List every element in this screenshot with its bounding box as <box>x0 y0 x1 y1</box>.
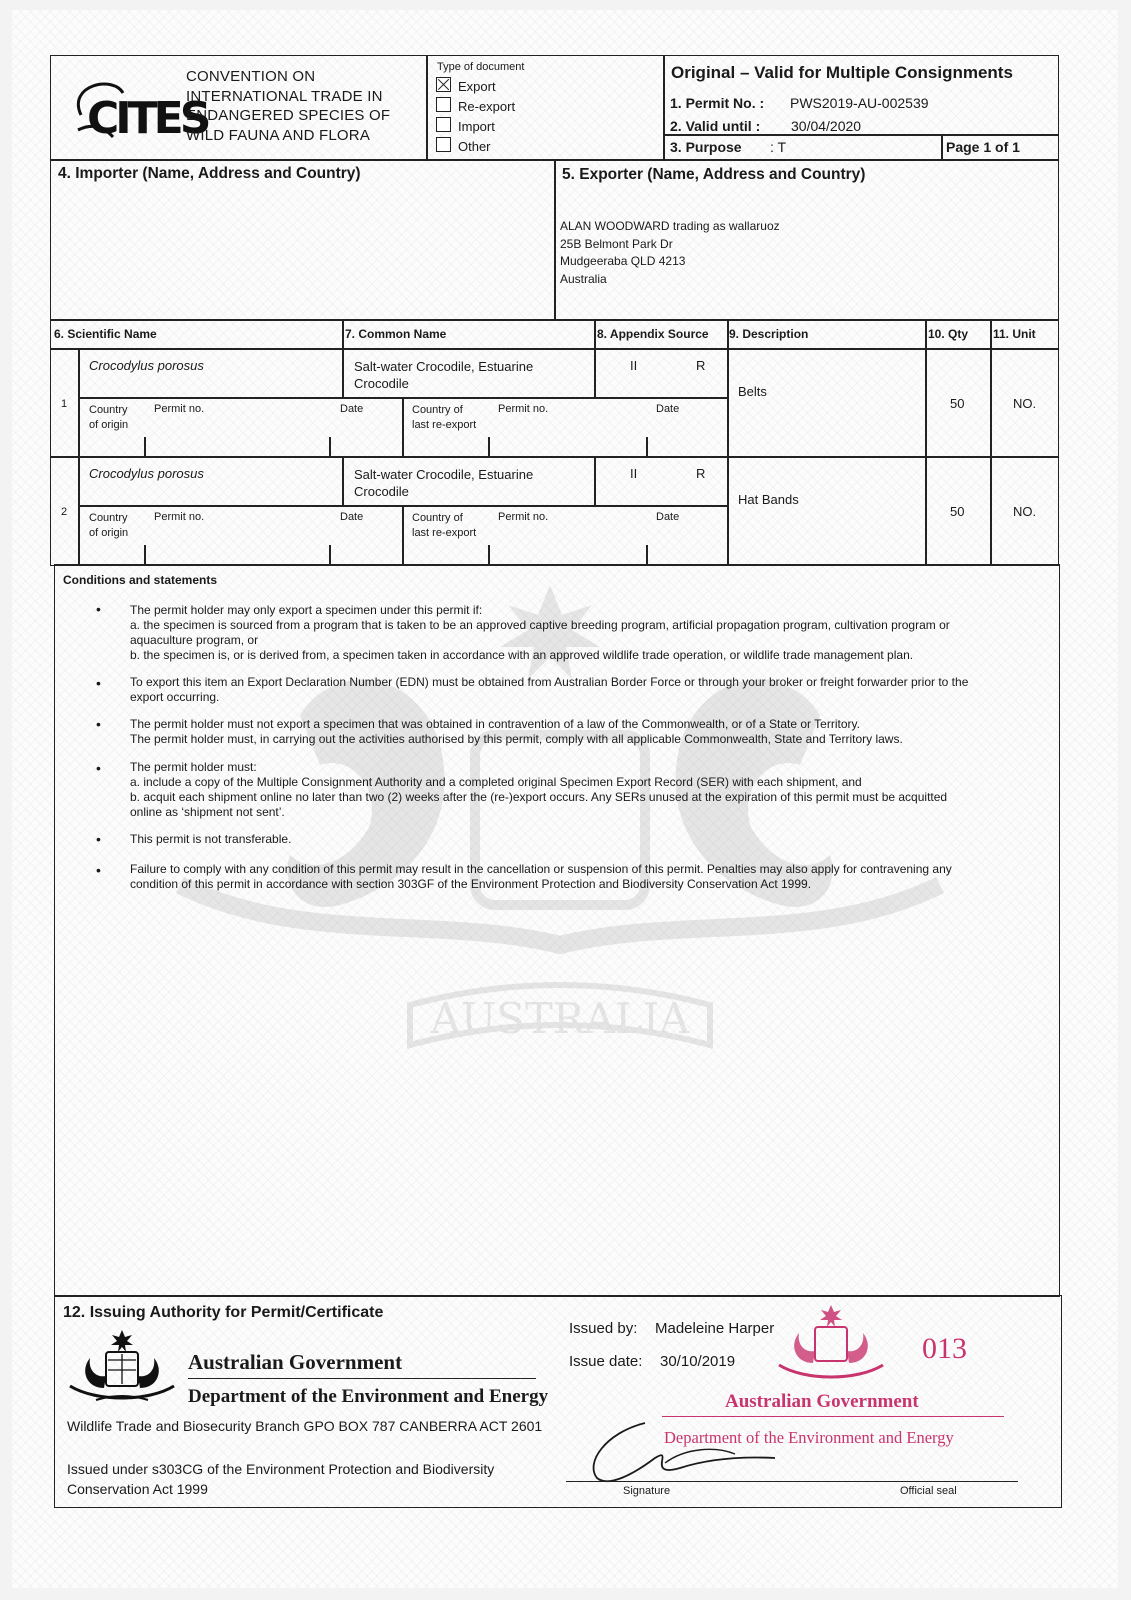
doc-type-label: Type of document <box>437 61 525 73</box>
purpose-label: 3. Purpose <box>670 139 742 155</box>
common-name: Salt-water Crocodile, Estuarine Crocodile <box>354 467 534 499</box>
valid-until-value: 30/04/2020 <box>791 118 862 134</box>
department-name: Department of the Environment and Energy <box>188 1386 549 1407</box>
row-number: 1 <box>61 398 68 410</box>
th-scientific: 6. Scientific Name <box>54 327 157 341</box>
country-last-reexport-label: Country of last re-export <box>412 512 477 539</box>
condition-item: The permit holder may only export a specimen under this permit if: a. the specimen is sourced from a program that is taken to be an approved captive breeding program, artificial propagation program, cultivation program or aquaculture program, or b. the specimen is, or is derived from, a specimen taken in accordance with an approved wildlife trade operation, or wildlife trade management plan. <box>130 603 950 662</box>
bullet-icon: • <box>96 831 101 847</box>
permit-no-label: Permit no. <box>154 511 205 523</box>
source-value: R <box>696 466 706 481</box>
import-checkbox[interactable] <box>436 117 451 132</box>
th-common: 7. Common Name <box>345 327 447 341</box>
permit-no-value: PWS2019-AU-002539 <box>790 95 929 111</box>
th-description: 9. Description <box>729 327 809 341</box>
description-value: Hat Bands <box>738 492 799 507</box>
bullet-icon: • <box>96 716 101 732</box>
country-origin-label: Country of origin <box>89 404 129 431</box>
purpose-value: : T <box>770 139 787 155</box>
issue-date-value: 30/10/2019 <box>660 1353 736 1370</box>
issued-by-value: Madeleine Harper <box>655 1320 775 1337</box>
condition-item: The permit holder must not export a specimen that was obtained in contravention of a law of the Commonwealth, or of a State or Territory. The permit holder must, in carrying out the activities authorised by this permit, comply with all applicable Commonwealth, State and Territory laws. <box>130 717 903 746</box>
gov-name: Australian Government <box>188 1350 403 1374</box>
common-name: Salt-water Crocodile, Estuarine Crocodile <box>354 359 534 391</box>
signature-mark <box>585 1418 805 1488</box>
qty-value: 50 <box>950 396 965 411</box>
exporter-title: 5. Exporter (Name, Address and Country) <box>562 166 866 183</box>
bullet-icon: • <box>96 760 101 776</box>
date-label: Date <box>340 511 364 523</box>
cites-logo-icon <box>73 75 208 145</box>
coat-of-arms-icon <box>66 1330 178 1410</box>
convention-title: CONVENTION ON INTERNATIONAL TRADE IN ENDANGERED SPECIES OF WILD FAUNA AND FLORA <box>186 68 391 144</box>
official-seal-label: Official seal <box>900 1485 957 1497</box>
issued-by-label: Issued by: <box>569 1320 638 1337</box>
seal-number: 013 <box>922 1332 967 1365</box>
condition-item: This permit is not transferable. <box>130 832 292 846</box>
reexport-date-label: Date <box>656 403 680 415</box>
seal-crest-icon <box>775 1305 887 1387</box>
conditions-frame <box>54 564 1060 1297</box>
th-unit: 11. Unit <box>993 327 1036 341</box>
issue-date-label: Issue date: <box>569 1353 643 1370</box>
condition-item: Failure to comply with any condition of this permit may result in the cancellation or suspension of this permit. Penalties may also apply for contravening any condition of this permit in accordance with section 303GF of the Environment Protection and Biodiversity Conservation Act 1999. <box>130 862 952 891</box>
permit-no-label: Permit no. <box>154 403 205 415</box>
appendix-value: II <box>630 358 638 373</box>
page-indicator: Page 1 of 1 <box>946 139 1020 155</box>
scientific-name: Crocodylus porosus <box>89 466 204 481</box>
description-value: Belts <box>738 384 767 399</box>
condition-item: The permit holder must: a. include a copy of the Multiple Consignment Authority and a completed original Specimen Export Record (SER) with each shipment, and b. acquit each shipment online no later than two (2) weeks after the (re-)export occurs. Any SERs unused at the expiration of this permit must be acquitted online as ‘shipment not sent’. <box>130 760 948 819</box>
specimen-table <box>50 319 1059 566</box>
reexport-permit-no-label: Permit no. <box>498 403 549 415</box>
cites-logo-text: CITES <box>87 93 208 144</box>
permit-no-label: 1. Permit No. : <box>670 95 765 111</box>
qty-value: 50 <box>950 504 965 519</box>
th-qty: 10. Qty <box>928 327 969 341</box>
unit-value: NO. <box>1013 396 1037 411</box>
valid-until-label: 2. Valid until : <box>670 118 761 134</box>
country-origin-label: Country of origin <box>89 512 129 539</box>
row-number: 2 <box>61 506 68 518</box>
bullet-icon: • <box>96 601 101 617</box>
scientific-name: Crocodylus porosus <box>89 358 204 373</box>
issued-under: Issued under s303CG of the Environment Protection and Biodiversity Conservation Act 1999 <box>67 1461 495 1497</box>
signature-label: Signature <box>623 1485 671 1497</box>
importer-title: 4. Importer (Name, Address and Country) <box>58 165 361 182</box>
unit-value: NO. <box>1013 504 1037 519</box>
authority-title: 12. Issuing Authority for Permit/Certificate <box>63 1304 384 1321</box>
country-last-reexport-label: Country of last re-export <box>412 404 477 431</box>
branch-address: Wildlife Trade and Biosecurity Branch GPO BOX 787 CANBERRA ACT 2601 <box>67 1418 543 1434</box>
export-label: Export <box>458 79 496 94</box>
other-label: Other <box>458 139 491 154</box>
seal-dept-name: Department of the Environment and Energy <box>664 1428 954 1447</box>
import-label: Import <box>458 119 495 134</box>
reexport-date-label: Date <box>656 511 680 523</box>
seal-gov-name: Australian Government <box>725 1391 919 1412</box>
date-label: Date <box>340 403 364 415</box>
original-title: Original – Valid for Multiple Consignments <box>671 63 1013 82</box>
bullet-icon: • <box>96 675 101 691</box>
conditions-title: Conditions and statements <box>63 573 218 587</box>
watermark-text: AUSTRALIA <box>430 994 690 1043</box>
appendix-value: II <box>630 466 638 481</box>
th-appendix: 8. Appendix Source <box>597 327 709 341</box>
condition-item: To export this item an Export Declaration Number (EDN) must be obtained from Australian Border Force or through your broker or freight forwarder prior to the export occurring. <box>130 675 969 704</box>
bullet-icon: • <box>96 862 101 878</box>
reexport-permit-no-label: Permit no. <box>498 511 549 523</box>
reexport-checkbox[interactable] <box>436 97 451 112</box>
source-value: R <box>696 358 706 373</box>
reexport-label: Re-export <box>458 99 516 114</box>
export-checkbox[interactable] <box>436 77 451 92</box>
other-checkbox[interactable] <box>436 137 451 152</box>
exporter-address: ALAN WOODWARD trading as wallaruoz 25B Belmont Park Dr Mudgeeraba QLD 4213 Australia <box>560 219 780 286</box>
